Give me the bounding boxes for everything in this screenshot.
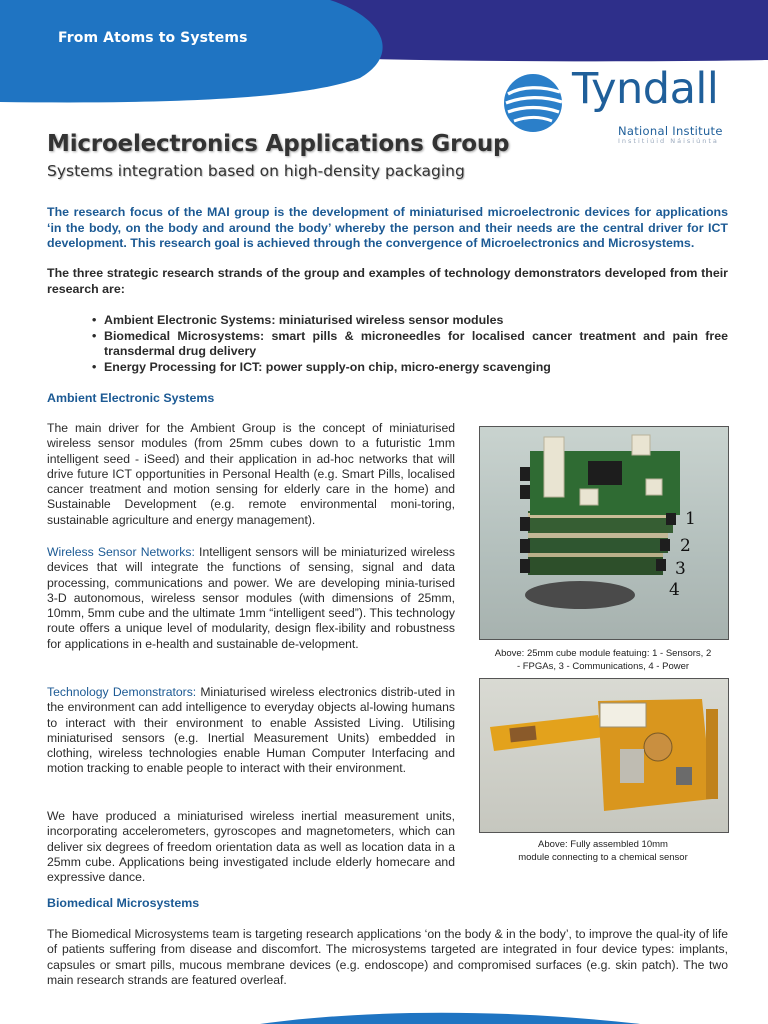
ambient-heading: Ambient Electronic Systems <box>47 391 215 405</box>
logo-subtitle-irish: Institiúid Náisiúnta <box>618 137 719 145</box>
strands-intro: The three strategic research strands of the group and examples of technology demonstrators developed from their research are: <box>47 266 728 296</box>
page-subtitle: Systems integration based on high-density packaging <box>47 162 465 180</box>
biomedical-heading: Biomedical Microsystems <box>47 896 200 910</box>
chemical-sensor-module-photo <box>479 678 729 833</box>
header-tagline: From Atoms to Systems <box>58 30 248 46</box>
cube-module-caption <box>479 647 727 673</box>
caption-line: Above: Fully assembled 10mm <box>538 839 668 850</box>
wsn-paragraph <box>47 545 455 652</box>
biomedical-paragraph: The Biomedical Microsystems team is targeting research applications ‘on the body & in the body’, to improve the qual-ity of life of patients suffering from disease and discomfort. The microsystems targeted are integrated in four device types: implants, capsules or smart pills, mucous membrane devices (e.g. endoscope) and compromised surfaces (e.g. skin patch). The two main research strands are featured overleaf. <box>47 927 728 987</box>
ambient-paragraph: The main driver for the Ambient Group is the concept of miniaturised wireless sensor modules (from 25mm cubes down to a futuristic 1mm intelligent seed - iSeed) and their application in ad-hoc networks that will drive future ICT opportunities in Personal Health (e.g. Smart Pills, localised cancer treatment and motion sensing for elderly care in the home) and Sustainable Development (e.g. remote environmental moni-toring, sustainable agriculture and energy management). <box>47 421 455 527</box>
list-item: • Ambient Electronic Systems: miniaturised wireless sensor modules <box>92 313 728 329</box>
logo-subtitle: National Institute <box>618 124 723 138</box>
strands-list <box>92 313 728 375</box>
wsn-text: Intelligent sensors will be miniaturized wireless devices that will integrate the functions of sensing, signal and data processing, communications and power. We are developing minia-turised 3-D autonomous, wireless sensor modules (with dimensions of 25mm, 10mm, 5mm cube and the ultimate 1mm “intelligent seed”). This technology route offers a unique level of modularity, design flex-ibility and robustness for applications in e-health and sustainable de-velopment. <box>47 545 455 651</box>
tech-demo-text: Miniaturised wireless electronics distrib-uted in the environment can add intelligence to everyday objects al-lowing humans to interact with their environment to enable Assisted Living. Utilising miniaturised sensors (e.g. Inertial Measurement Units) embedded in clothing, wireless technologies enable Human Computer Interfacing and motion tracking to enable people to interact with their environment. <box>47 685 455 776</box>
label-4: 4 <box>669 580 680 600</box>
caption-line: - FPGAs, 3 - Communications, 4 - Power <box>516 661 690 672</box>
caption-line: Above: 25mm cube module featuing: 1 - Sensors, 2 <box>494 648 712 659</box>
tyndall-logo <box>502 64 742 150</box>
tyndall-swirl-icon <box>502 72 564 134</box>
tech-demo-lead: Technology Demonstrators: <box>47 685 197 699</box>
page-title: Microelectronics Applications Group <box>47 131 510 157</box>
imu-paragraph: We have produced a miniaturised wireless inertial measurement units, incorporating accelerometers, gyroscopes and magnetometers, which can deliver six degrees of freedom orientation data as well as location data in a 25mm cube. Applications being investigated include elderly homecare and expressive dance. <box>47 809 455 885</box>
label-2: 2 <box>680 536 691 556</box>
list-item: • Energy Processing for ICT: power supply-on chip, micro-energy scavenging <box>92 360 728 376</box>
logo-wordmark: Tyndall <box>572 64 719 114</box>
list-item: • Biomedical Microsystems: smart pills & microneedles for localised cancer treatment and pain free transdermal drug delivery <box>92 329 728 360</box>
chemical-sensor-caption <box>479 838 727 864</box>
wsn-lead: Wireless Sensor Networks: <box>47 545 195 559</box>
footer-arc <box>0 1004 768 1024</box>
cube-module-photo <box>479 426 729 640</box>
label-3: 3 <box>675 559 686 579</box>
tech-demo-paragraph <box>47 685 455 777</box>
caption-line: module connecting to a chemical sensor <box>518 852 688 863</box>
intro-paragraph: The research focus of the MAI group is the development of miniaturised microelectronic devices for applications ‘in the body, on the body and around the body’ whereby the person and their needs are the central driver for ICT development. This research goal is achieved through the convergence of Microelectronics and Microsystems. <box>47 205 728 251</box>
label-1: 1 <box>685 509 696 529</box>
